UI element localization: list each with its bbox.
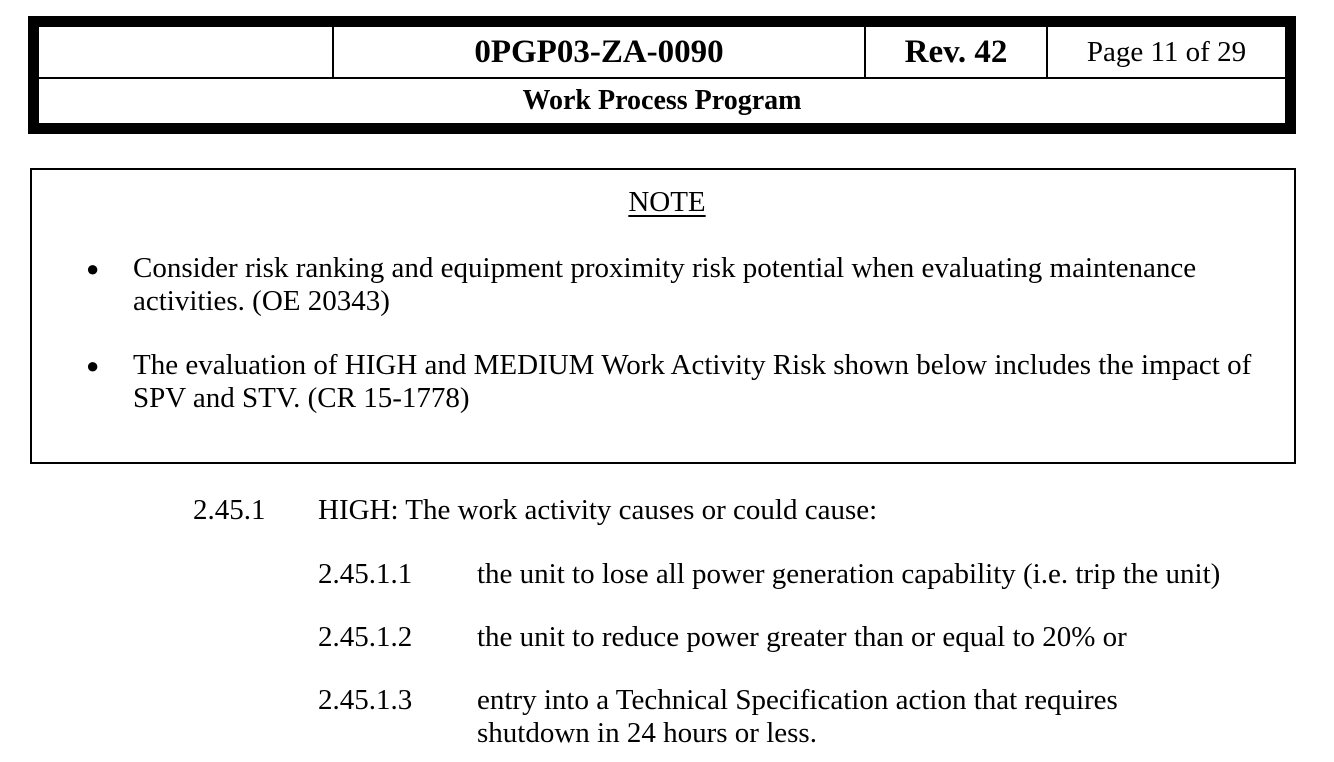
subsection-number: 2.45.1.2 — [318, 621, 413, 653]
bullet-icon: ● — [86, 353, 100, 378]
subsection-text: entry into a Technical Specification action that requires shutdown in 24 hours or less. — [477, 684, 1118, 749]
section-heading: HIGH: The work activity causes or could cause: — [318, 494, 878, 526]
subsection-text: the unit to lose all power generation capability (i.e. trip the unit) — [477, 558, 1221, 590]
program-title: Work Process Program — [522, 85, 802, 116]
document-number: 0PGP03-ZA-0090 — [334, 27, 866, 77]
note-bullet-text: Consider risk ranking and equipment proximity risk potential when evaluating maintenance activities. (OE 20343) — [133, 252, 1197, 317]
bullet-icon: ● — [86, 256, 100, 281]
note-bullet-text: The evaluation of HIGH and MEDIUM Work Activity Risk shown below includes the impact of SPV and STV. (CR 15-1778) — [133, 349, 1252, 414]
page-indicator: Page 11 of 29 — [1086, 35, 1247, 68]
header-blank-cell — [39, 27, 334, 77]
subsection-number: 2.45.1.1 — [318, 558, 413, 590]
revision-label: Rev. 42 — [866, 27, 1048, 77]
subsection-number: 2.45.1.3 — [318, 684, 413, 716]
subsection-text: the unit to reduce power greater than or equal to 20% or — [477, 621, 1127, 653]
section-number: 2.45.1 — [193, 494, 266, 526]
document-header — [28, 16, 1296, 134]
header-row — [39, 27, 1285, 79]
note-title: NOTE — [628, 186, 706, 218]
